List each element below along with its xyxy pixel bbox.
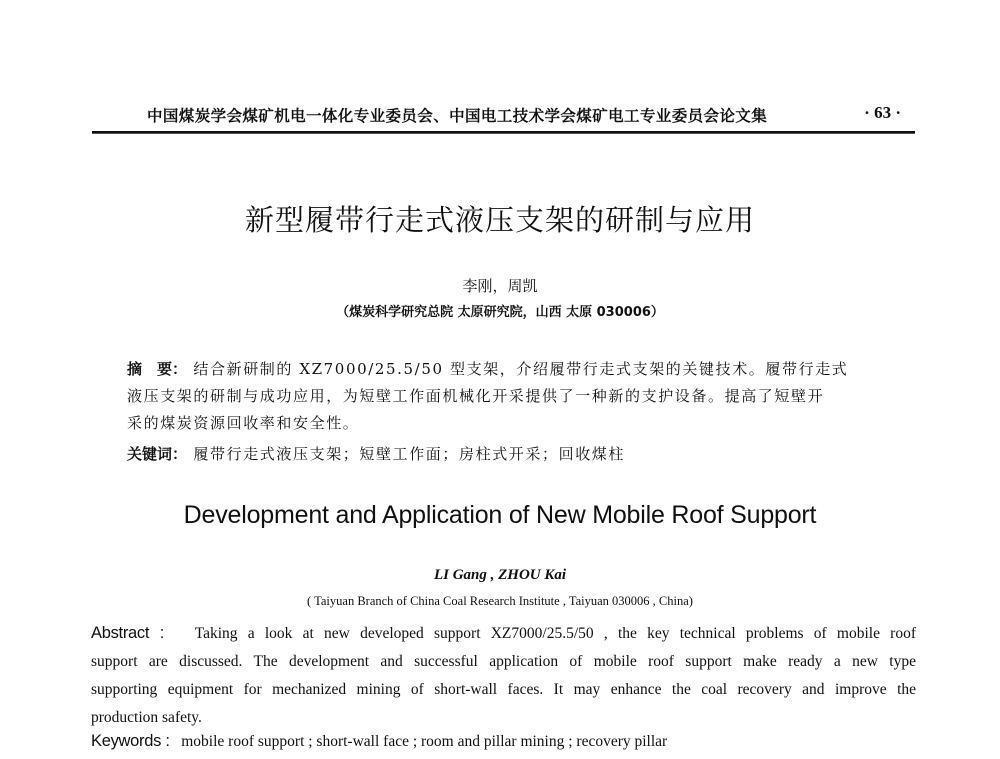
authors-en: LI Gang , ZHOU Kai [433, 567, 567, 583]
abstract-cn-line-2: 液压支架的研制与成功应用，为短壁工作面机械化开采提供了一种新的支护设备。提高了短壁开 [127, 387, 825, 405]
abstract-en-line-1 [91, 619, 916, 648]
keywords-en [91, 732, 667, 751]
abstract-cn-line-3: 采的煤炭资源回收率和安全性。 [127, 414, 360, 432]
abstract-en-line-2: support are discussed. The development and successful application of mobile roof support make ready a new type [91, 653, 916, 670]
page-number: · 63 · [864, 103, 901, 122]
abstract-en-label: Abstract : [91, 624, 165, 642]
abstract-en-text: Taking a look at new developed support XZ7000/25.5/50 , the key technical problems of mobile roof [194, 625, 916, 642]
abstract-cn-label: 摘 要： [127, 360, 188, 378]
abstract-en-line-4: production safety. [91, 709, 202, 726]
abstract-cn [127, 356, 877, 437]
keywords-en-label: Keywords : [91, 732, 170, 750]
keywords-cn [127, 443, 625, 464]
authors-cn: 李刚，周凯 [462, 277, 538, 295]
header-rule [92, 131, 915, 134]
affiliation-en: ( Taiyuan Branch of China Coal Research Institute , Taiyuan 030006 , China) [307, 594, 693, 608]
keywords-cn-text: 履带行走式液压支架；短壁工作面；房柱式开采；回收煤柱 [193, 445, 625, 463]
abstract-cn-line-1 [127, 356, 877, 383]
abstract-en [91, 619, 916, 732]
journal-name: 中国煤炭学会煤矿机电一体化专业委员会、中国电工技术学会煤矿电工专业委员会论文集 [147, 106, 768, 125]
running-header [92, 100, 915, 134]
paper-title-en: Development and Application of New Mobile Roof Support [183, 501, 817, 529]
keywords-en-text: mobile roof support ; short-wall face ; room and pillar mining ; recovery pillar [181, 733, 668, 750]
affiliation-cn: （煤炭科学研究总院 太原研究院，山西 太原 030006） [336, 305, 664, 320]
keywords-cn-label: 关键词： [127, 445, 188, 463]
abstract-en-line-3: supporting equipment for mechanized mining of short-wall faces. It may enhance the coal recovery and improve the [91, 681, 916, 698]
paper-title-cn: 新型履带行走式液压支架的研制与应用 [244, 203, 755, 237]
abstract-cn-text: 结合新研制的 XZ7000/25.5/50 型支架，介绍履带行走式支架的关键技术。履带行走式 [193, 360, 849, 378]
